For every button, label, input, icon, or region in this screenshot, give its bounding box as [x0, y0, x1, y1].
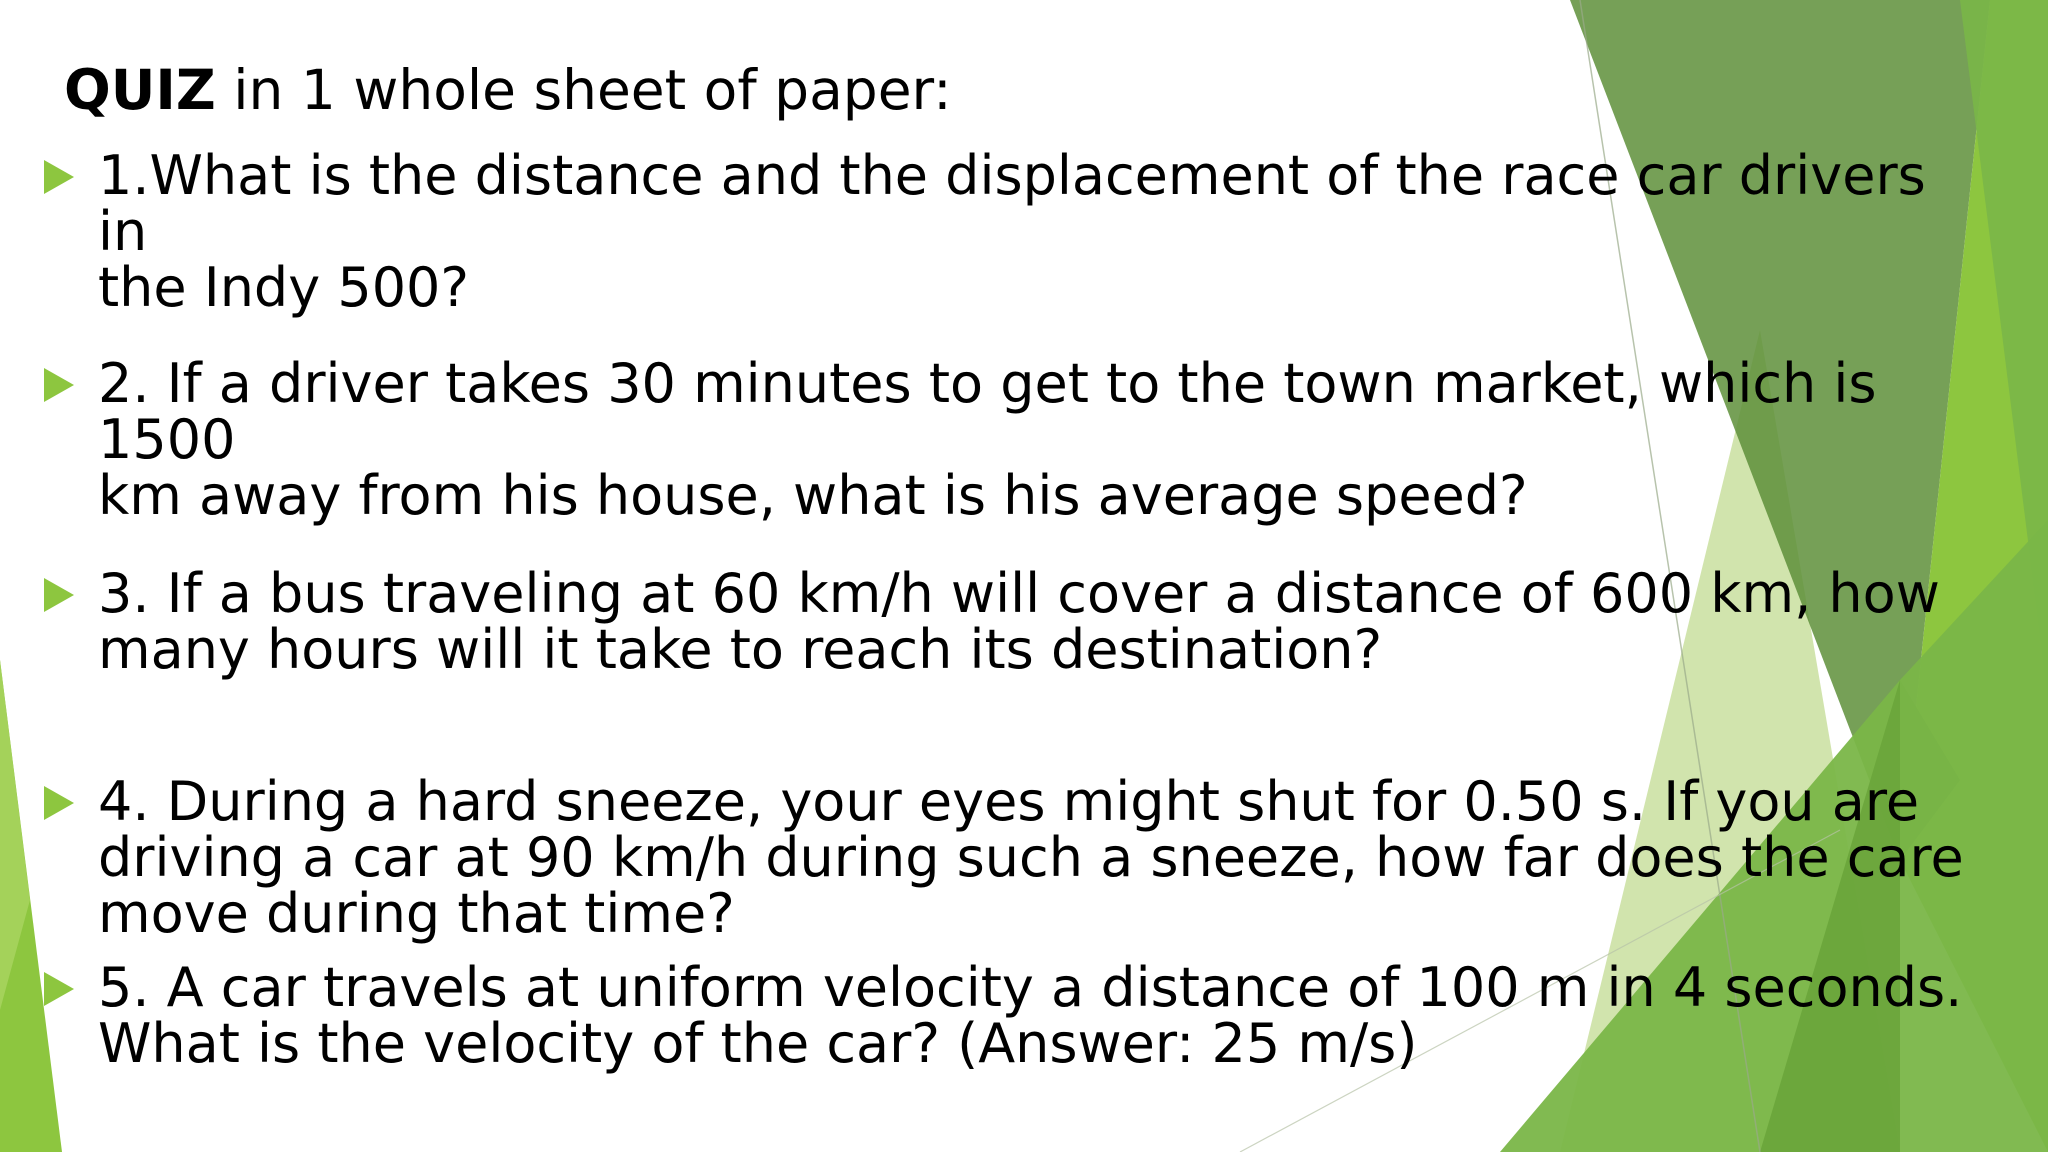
triangle-bullet-icon [44, 972, 74, 1006]
triangle-bullet-icon [44, 160, 74, 194]
triangle-bullet-icon [44, 786, 74, 820]
slide-title [64, 56, 952, 124]
question-text-4: 4. During a hard sneeze, your eyes might shut for 0.50 s. If you are driving a car at 90 km/h during such a sneeze, how far does the care move during that time? [98, 770, 1964, 945]
question-text-2: 2. If a driver takes 30 minutes to get to the town market, which is 1500 km away from his house, what is his average speed? [98, 352, 1877, 527]
triangle-bullet-icon [44, 368, 74, 402]
question-text-5: 5. A car travels at uniform velocity a distance of 100 m in 4 seconds. What is the velocity of the car? (Answer: 25 m/s) [98, 956, 1963, 1075]
triangle-bullet-icon [44, 578, 74, 612]
slide-title-rest: in 1 whole sheet of paper: [215, 58, 952, 122]
slide-title-bold: QUIZ [64, 58, 216, 122]
question-text-3: 3. If a bus traveling at 60 km/h will cover a distance of 600 km, how many hours will it take to reach its destination? [98, 562, 1940, 681]
question-text-1: 1.What is the distance and the displacement of the race car drivers in the Indy 500? [98, 144, 1926, 319]
